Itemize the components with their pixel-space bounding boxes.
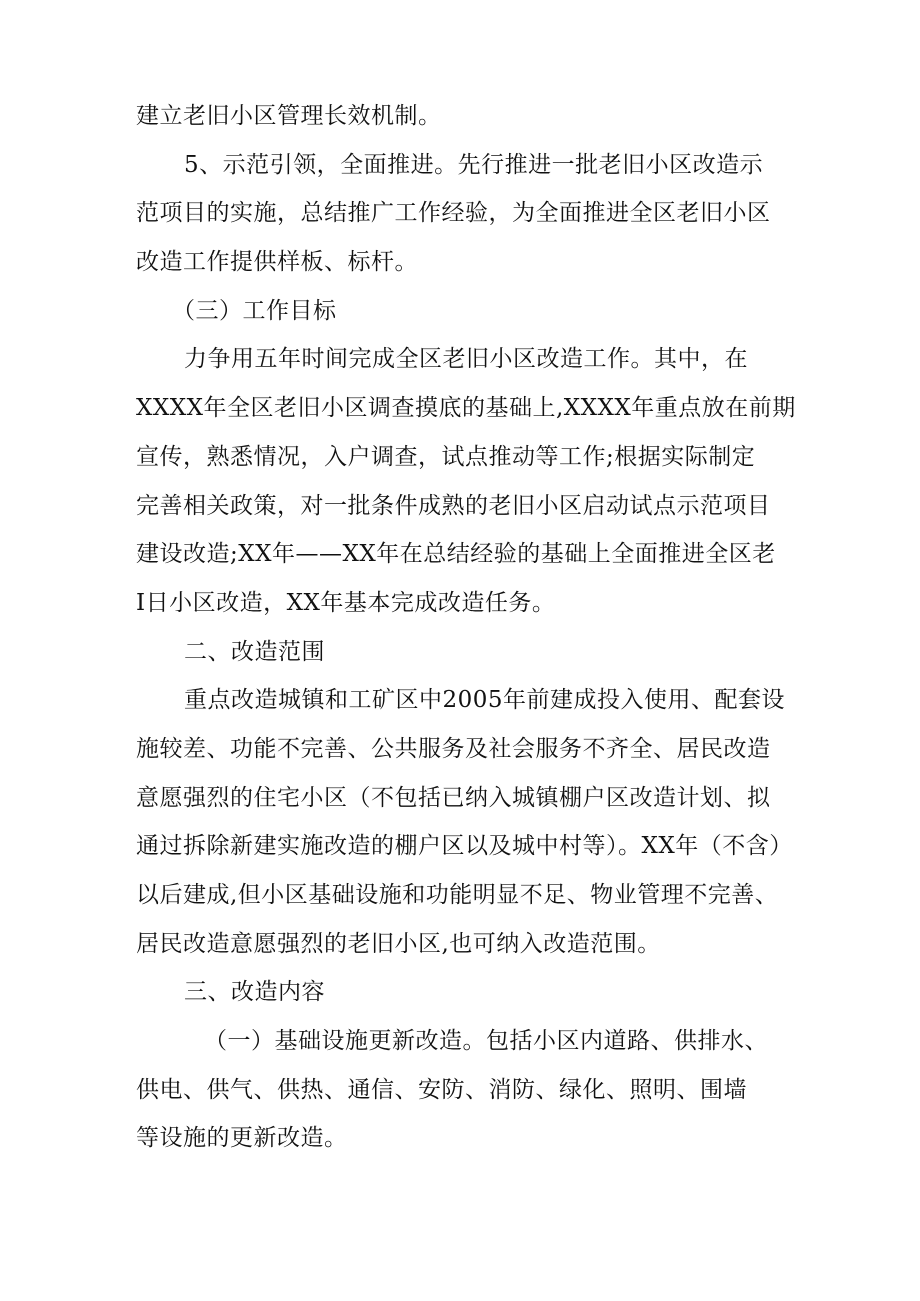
paragraph-line: I日小区改造，XX年基本完成改造任务。 [136, 589, 556, 616]
paragraph-line: 等设施的更新改造。 [136, 1125, 348, 1152]
document-body [136, 92, 796, 1163]
paragraph-line: XXXX年全区老旧小区调查摸底的基础上,XXXX年重点放在前期 [136, 395, 796, 422]
paragraph-line: 5、示范引领，全面推进。先行推进一批老旧小区改造示 [184, 151, 764, 178]
paragraph-line: （一）基础设施更新改造。包括小区内道路、供排水、 [204, 1028, 768, 1055]
paragraph-line: 力争用五年时间完成全区老旧小区改造工作。其中，在 [184, 346, 748, 373]
section-heading: （三）工作目标 [172, 297, 337, 324]
paragraph-line: 宣传，熟悉情况，入户调查，试点推动等工作;根据实际制定 [136, 443, 756, 470]
paragraph-line: 建设改造;XX年——XX年在总结经验的基础上全面推进全区老 [136, 541, 776, 568]
paragraph-line: 改造工作提供样板、标杆。 [136, 249, 418, 276]
paragraph-line: 建立老旧小区管理长效机制。 [136, 103, 442, 129]
section-heading: 二、改造范围 [184, 638, 325, 665]
paragraph-line: 通过拆除新建实施改造的棚户区以及城中村等）。XX年（不含） [136, 833, 793, 860]
paragraph-line: 居民改造意愿强烈的老旧小区,也可纳入改造范围。 [136, 930, 661, 957]
paragraph-line: 重点改造城镇和工矿区中2005年前建成投入使用、配套设 [184, 687, 786, 714]
paragraph-line: 范项目的实施，总结推广工作经验，为全面推进全区老旧小区 [136, 200, 771, 227]
paragraph-line: 完善相关政策，对一批条件成熟的老旧小区启动试点示范项目 [136, 492, 771, 519]
paragraph-line: 施较差、功能不完善、公共服务及社会服务不齐全、居民改造 [136, 735, 771, 762]
section-heading: 三、改造内容 [184, 979, 325, 1006]
paragraph-line: 供电、供气、供热、通信、安防、消防、绿化、照明、围墙 [136, 1076, 747, 1103]
paragraph-line: 意愿强烈的住宅小区（不包括已纳入城镇棚户区改造计划、拟 [136, 784, 771, 811]
paragraph-line: 以后建成,但小区基础设施和功能明显不足、物业管理不完善、 [136, 882, 779, 908]
